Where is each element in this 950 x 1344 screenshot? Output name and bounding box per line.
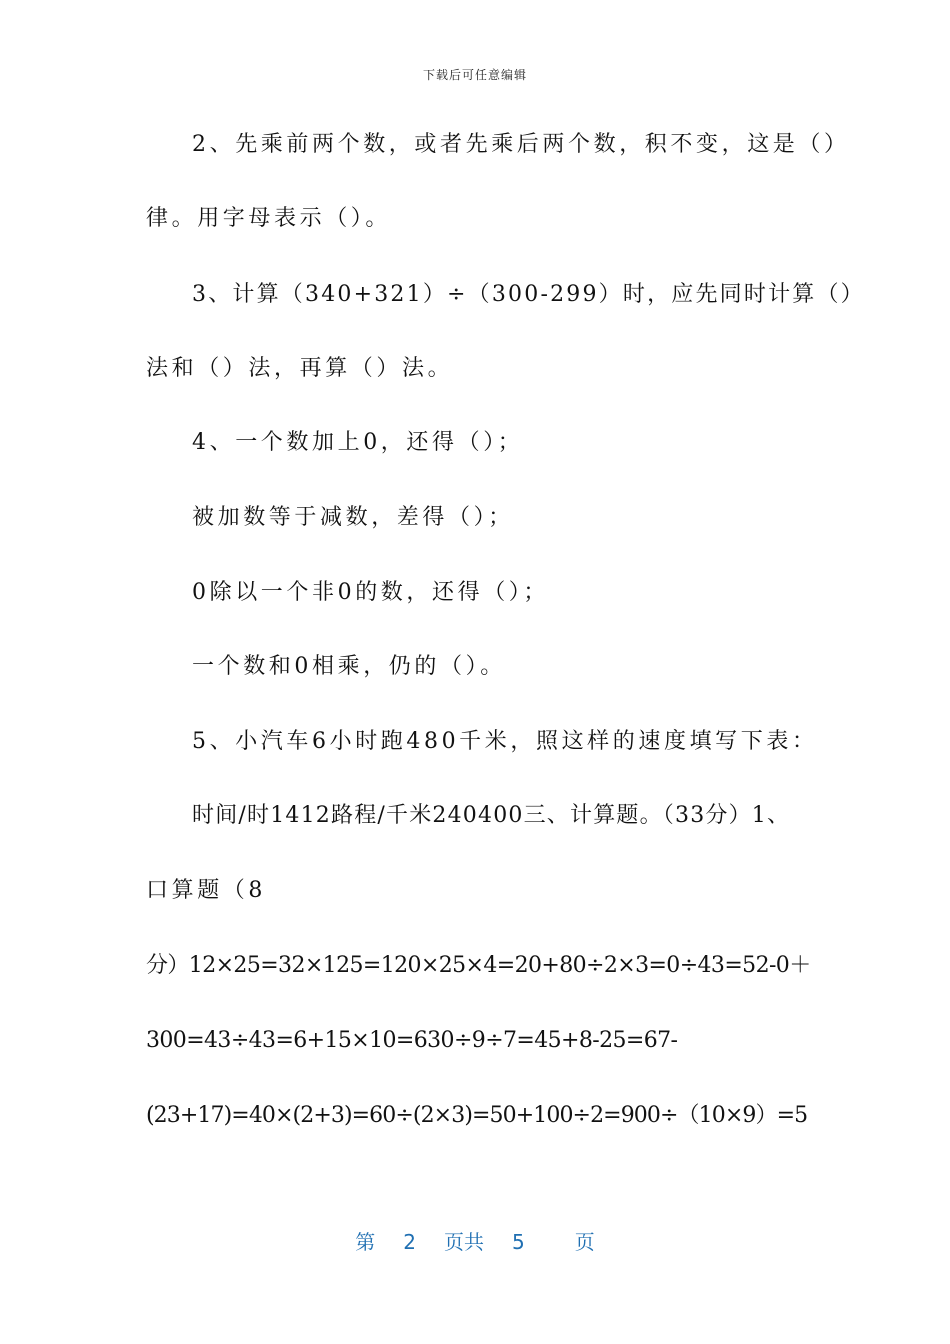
footer-middle: 页共: [444, 1230, 484, 1254]
footer-total-pages: 5: [512, 1230, 525, 1254]
text-line: 3、计算（340+321）÷（300-299）时，应先同时计算（）: [192, 282, 865, 307]
footer-page-number: 2: [403, 1230, 416, 1254]
text-line: 口算题（8: [146, 878, 266, 903]
footer-prefix: 第: [355, 1230, 376, 1254]
page-header: 下载后可任意编辑: [422, 68, 527, 82]
text-line: 2、先乘前两个数，或者先乘后两个数，积不变，这是（）: [192, 132, 850, 157]
text-line: 律。用字母表示（）。: [146, 206, 392, 231]
text-line: 300=43÷43=6+15×10=630÷9÷7=45+8-25=67-: [146, 1028, 678, 1053]
footer-suffix: 页: [574, 1230, 595, 1254]
text-line: 时间/时1412路程/千米240400三、计算题。（33分）1、: [192, 803, 791, 828]
text-line: 法和（）法，再算（）法。: [146, 356, 454, 381]
text-line: 0除以一个非0的数，还得（）；: [192, 580, 549, 605]
text-line: 分）12×25=32×125=120×25×4=20+80÷2×3=0÷43=52-0＋: [146, 953, 811, 978]
text-line: 一个数和0相乘，仍的（）。: [192, 654, 506, 679]
page-footer: [0, 1226, 950, 1255]
text-line: (23+17)=40×(2+3)=60÷(2×3)=50+100÷2=900÷（10×9）=5: [146, 1103, 808, 1128]
text-line: 被加数等于减数，差得（）；: [192, 505, 514, 530]
text-line: 4、一个数加上0，还得（）；: [192, 430, 524, 455]
text-line: 5、小汽车6小时跑480千米，照这样的速度填写下表：: [192, 729, 818, 754]
